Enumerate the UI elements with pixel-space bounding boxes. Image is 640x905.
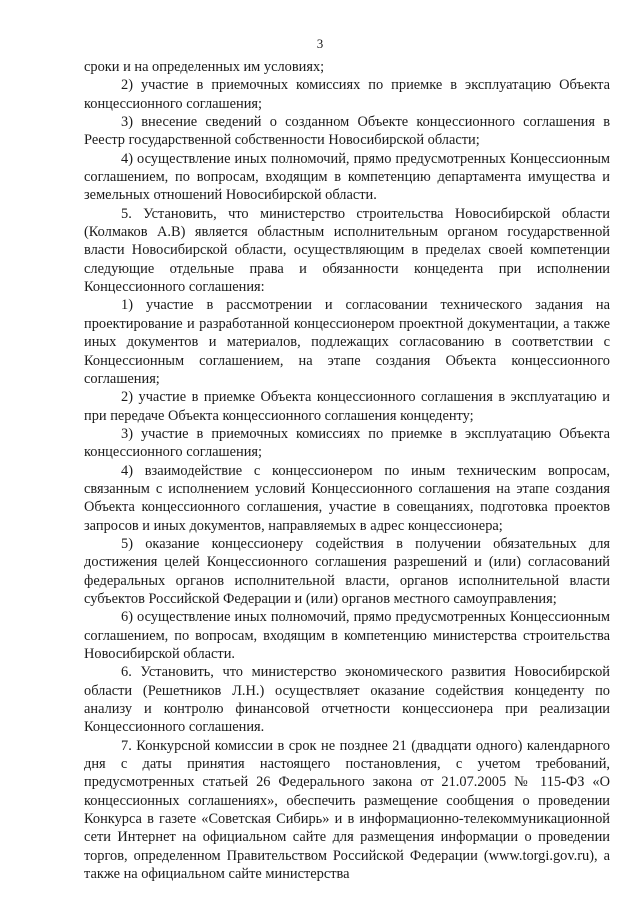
paragraph-item-4: 4) осуществление иных полномочий, прямо предусмотренных Концессионным соглашением, по вопросам, входящим в компетенцию департамента имущества и земельных отношений Новосибирской области. xyxy=(84,150,610,204)
paragraph-clause-5-item-6: 6) осуществление иных полномочий, прямо предусмотренных Концессионным соглашением, по вопросам, входящим в компетенцию министерства строительства Новосибирской области. xyxy=(84,609,610,662)
document-body xyxy=(84,58,610,883)
paragraph-clause-5-item-2: 2) участие в приемке Объекта концессионного соглашения в эксплуатацию и при передаче Объекта концессионного соглашения концеденту; xyxy=(84,389,610,424)
paragraph-clause-5-item-5: 5) оказание концессионеру содействия в получении обязательных для достижения целей Концессионного соглашения разрешений и (или) согласований федеральных органов исполнительной власти, органов исполнительной власти субъектов Российской Федерации и (или) органов местного самоуправления; xyxy=(84,535,610,607)
paragraph-clause-5-item-1: 1) участие в рассмотрении и согласовании технического задания на проектирование и разработанной концессионером проектной документации, а также иных документов и материалов, подлежащих согласованию в соответствии с Концессионным соглашением, на этапе создания Объекта концессионного соглашения; xyxy=(84,297,610,387)
page-number: 3 xyxy=(316,36,324,51)
paragraph-continuation: сроки и на определенных им условиях; xyxy=(84,59,325,75)
paragraph-clause-5-item-4: 4) взаимодействие с концессионером по иным техническим вопросам, связанным с исполнением условий Концессионного соглашения на этапе создания Объекта концессионного соглашения, участие в совещаниях, подготовка проектов запросов и иных документов, направляемых в адрес концессионера; xyxy=(84,462,610,534)
paragraph-clause-6: 6. Установить, что министерство экономического развития Новосибирской области (Решетников Л.Н.) осуществляет оказание содействия концеденту по анализу и контролю финансовой отчетности концессионера при реализации Концессионного соглашения. xyxy=(84,664,610,736)
paragraph-clause-7: 7. Конкурсной комиссии в срок не позднее 21 (двадцати одного) календарного дня с даты принятия настоящего постановления, с учетом требований, предусмотренных статьей 26 Федерального закона от 21.07.2005 № 115-ФЗ «О концессионных соглашениях», обеспечить размещение сообщения о проведении Конкурса в газете «Советская Сибирь» и в информационно-телекоммуникационной сети Интернет на официальном сайте для размещения информации о проведении торгов, определенном Правительством Российской Федерации (www.torgi.gov.ru), а также на официальном сайте министерства xyxy=(84,737,610,883)
paragraph-item-3: 3) внесение сведений о созданном Объекте концессионного соглашения в Реестр государственной собственности Новосибирской области; xyxy=(84,114,610,149)
paragraph-clause-5-item-3: 3) участие в приемочных комиссиях по приемке в эксплуатацию Объекта концессионного соглашения; xyxy=(84,425,610,461)
paragraph-item-2: 2) участие в приемочных комиссиях по приемке в эксплуатацию Объекта концессионного соглашения; xyxy=(84,77,610,112)
paragraph-clause-5: 5. Установить, что министерство строительства Новосибирской области (Колмаков А.В) является областным исполнительным органом государственной власти Новосибирской области, осуществляющим в пределах своей компетенции следующие отдельные права и обязанности концедента при исполнении Концессионного соглашения: xyxy=(84,205,610,296)
